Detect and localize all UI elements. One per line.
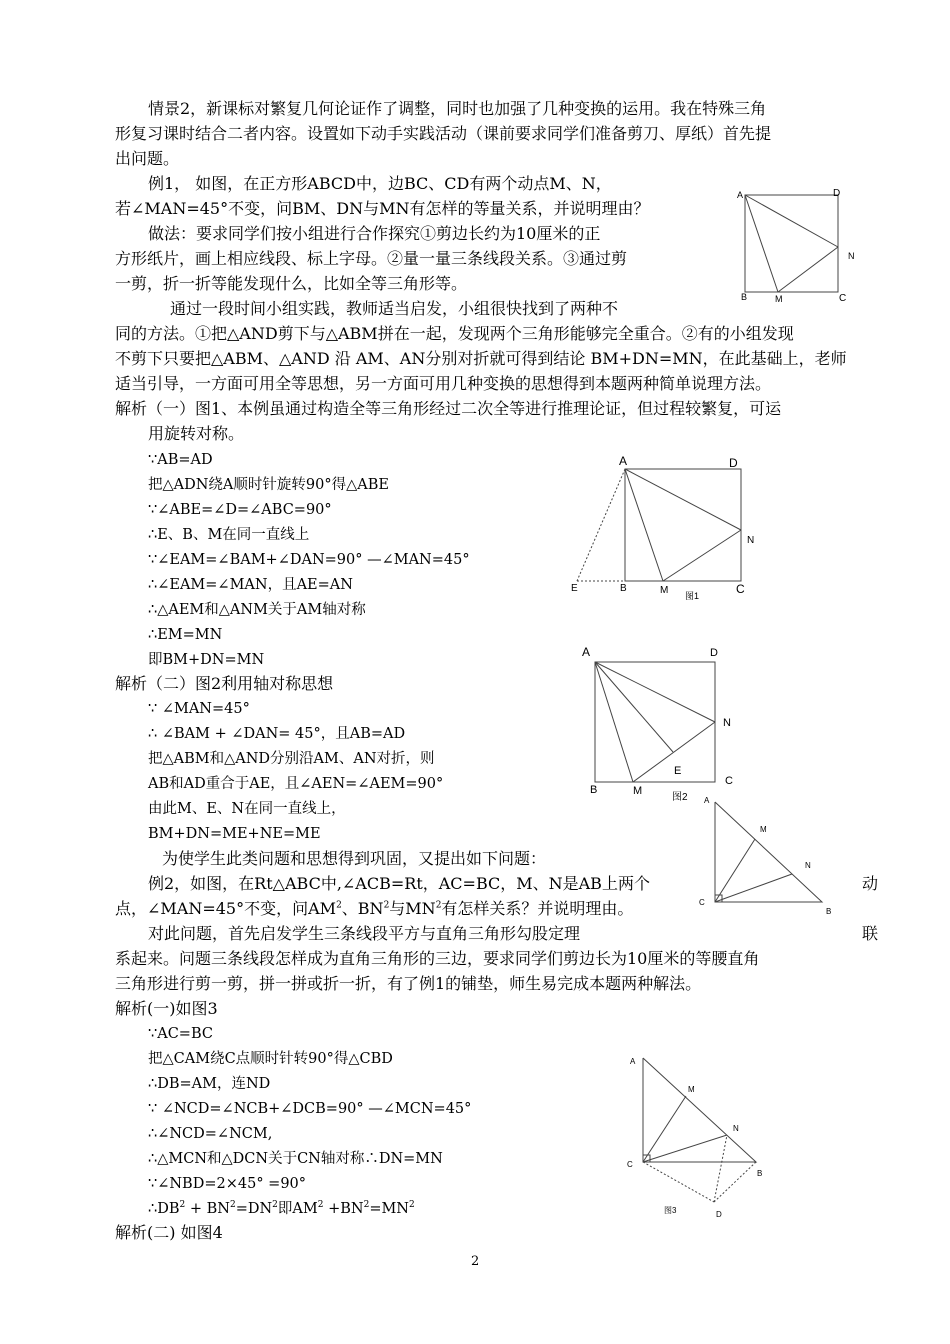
vertex-label: M: [688, 1085, 695, 1094]
practice-line-2: 同的方法。①把△AND剪下与△ABM拼在一起，发现两个三角形能够完全重合。②有的小组发现: [115, 324, 794, 343]
segment-cn: [643, 1135, 727, 1162]
vertex-label: D: [716, 1210, 722, 1219]
vertex-label: N: [805, 861, 811, 870]
analysis4-heading: 解析(二) 如图4: [115, 1223, 223, 1242]
triangle-abc: [643, 1058, 756, 1162]
vertex-label: C: [736, 582, 745, 596]
vertex-label: E: [571, 583, 578, 594]
segment-am: [595, 662, 633, 782]
proof1-step: 把△ADN绕A顺时针旋转90°得△ABE: [148, 477, 389, 493]
vertex-label: D: [710, 647, 718, 659]
segment-cm: [715, 839, 755, 902]
vertex-label: C: [627, 1160, 633, 1169]
vertex-label: C: [839, 293, 847, 304]
segment-am: [745, 195, 778, 292]
figure-caption: 图1: [685, 591, 700, 601]
proof3-step: 把△CAM绕C点顺时针转90°得△CBD: [148, 1051, 393, 1067]
vertex-label: N: [723, 717, 731, 729]
vertex-label: E: [674, 765, 682, 777]
proof1-step: ∴EM=MN: [148, 627, 223, 643]
vertex-label: B: [620, 583, 627, 594]
square-outline: [625, 469, 741, 581]
vertex-label: C: [699, 898, 705, 907]
intro-line-3: 出问题。: [115, 149, 180, 168]
example1-line-1: 例1， 如图，在正方形ABCD中，边BC、CD有两个动点M、N，: [148, 174, 612, 193]
vertex-label: D: [729, 456, 738, 470]
example2-discussion-line-2: 系起来。问题三条线段怎样成为直角三角形的三边，要求同学们剪边长为10厘米的等腰直角: [115, 949, 760, 968]
followup-line: 为使学生此类问题和思想得到巩固，又提出如下问题：: [162, 849, 547, 868]
figure-square-example1: [735, 185, 855, 305]
proof3-step: $\therefore DB^2 + BN^2=DN^2$即$AM^2 +BN^2=MN^2$: [148, 1200, 415, 1217]
example2-discussion-line-3: 三角形进行剪一剪，拼一拼或折一折，有了例1的铺垫，师生易完成本题两种解法。: [115, 974, 702, 993]
segment-cd: [643, 1162, 714, 1202]
vertex-label: B: [741, 292, 748, 302]
proof3-step: ∵AC=BC: [148, 1026, 213, 1042]
practice-line-3: 不剪下只要把△ABM、△AND 沿 AM、AN分别对折就可得到结论 BM+DN=MN，在此基础上，老师: [115, 349, 847, 368]
example2-question-line-1-end: 动: [862, 874, 879, 893]
segment-ae: [595, 662, 673, 752]
vertex-label: M: [760, 825, 767, 834]
vertex-label: N: [848, 251, 855, 261]
proof1-step: ∴∠EAM=∠MAN，且AE=AN: [148, 577, 353, 593]
proof1-step: ∴E、B、M在同一直线上: [148, 527, 310, 543]
figure-3: [620, 1050, 770, 1225]
vertex-label: B: [757, 1169, 763, 1178]
intro-line-2: 形复习课时结合二者内容。设置如下动手实践活动（课前要求同学们准备剪刀、厚纸）首先提: [115, 124, 772, 143]
vertex-label: M: [660, 585, 669, 596]
vertex-label: A: [704, 796, 710, 805]
figure-caption: 图2: [672, 792, 688, 803]
vertex-label: M: [633, 785, 643, 797]
vertex-label: D: [833, 188, 841, 199]
segment-db: [714, 1162, 756, 1202]
segment-an: [595, 662, 715, 722]
analysis3-heading: 解析(一)如图3: [115, 999, 218, 1018]
figure-right-triangle-example2: [695, 790, 845, 920]
vertex-label: A: [582, 645, 591, 659]
example2-question-line-1: 例2，如图，在Rt△ABC中,∠ACB=Rt，AC=BC，M、N是AB上两个: [148, 874, 650, 893]
segment-ae: [577, 469, 625, 581]
vertex-label: B: [826, 907, 832, 916]
proof1-step: ∴△AEM和△ANM关于AM轴对称: [148, 602, 366, 618]
example2-question-line-2: 点，∠MAN=45°不变，问$AM^2$、$BN^2$与$MN^2$有怎样关系？并说明理由。: [115, 899, 634, 918]
proof3-step: ∵ ∠NCD=∠NCB+∠DCB=90° —∠MCN=45°: [148, 1101, 472, 1117]
analysis1-line-2: 用旋转对称。: [148, 424, 245, 443]
proof3-step: ∴DB=AM，连ND: [148, 1076, 271, 1092]
triangle-abc: [715, 802, 822, 902]
proof2-step: ∴ ∠BAM + ∠DAN= 45°，且AB=AD: [148, 726, 406, 742]
vertex-label: N: [733, 1124, 739, 1133]
proof1-step: 即BM+DN=MN: [148, 652, 265, 668]
segment-mn: [778, 247, 838, 292]
segment-mn: [663, 530, 741, 581]
square-outline: [595, 662, 715, 782]
vertex-label: A: [630, 1057, 636, 1066]
proof1-step: ∵AB=AD: [148, 452, 213, 468]
practice-line-1: 通过一段时间小组实践，教师适当启发，小组很快找到了两种不: [170, 299, 619, 318]
proof2-step: BM+DN=ME+NE=ME: [148, 826, 321, 842]
proof2-step: 把△ABM和△AND分别沿AM、AN对折，则: [148, 751, 435, 767]
method-line-3: 一剪，折一折等能发现什么，比如全等三角形等。: [115, 274, 468, 293]
proof3-step: ∵∠NBD=2×45° =90°: [148, 1176, 307, 1192]
figure-1: [565, 450, 775, 610]
vertex-label: M: [775, 294, 783, 304]
figure-2: [575, 640, 745, 805]
example2-discussion-line-1: 对此问题，首先启发学生三条线段平方与直角三角形勾股定理: [148, 924, 581, 943]
segment-cm: [643, 1096, 686, 1162]
proof2-step: ∵ ∠MAN=45°: [148, 701, 250, 717]
proof2-step: AB和AD重合于AE，且∠AEN=∠AEM=90°: [148, 776, 444, 792]
page-number: 2: [471, 1254, 480, 1269]
proof3-step: ∴∠NCD=∠NCM,: [148, 1126, 273, 1142]
method-line-1: 做法：要求同学们按小组进行合作探究①剪边长约为10厘米的正: [148, 224, 601, 243]
vertex-label: C: [725, 775, 733, 787]
proof1-step: ∵∠ABE=∠D=∠ABC=90°: [148, 502, 332, 518]
intro-line-1: 情景2，新课标对繁复几何论证作了调整，同时也加强了几种变换的运用。我在特殊三角: [148, 99, 767, 118]
example1-line-2: 若∠MAN=45°不变，问BM、DN与MN有怎样的等量关系，并说明理由？: [115, 199, 650, 218]
vertex-label: B: [590, 784, 598, 796]
vertex-label: A: [619, 454, 628, 468]
practice-line-4: 适当引导，一方面可用全等思想，另一方面可用几种变换的思想得到本题两种简单说理方法。: [115, 374, 772, 393]
segment-dn: [714, 1135, 727, 1202]
segment-cn: [715, 874, 792, 902]
analysis1-line-1: 解析（一）图1、本例虽通过构造全等三角形经过二次全等进行推理论证，但过程较繁复，可运: [115, 399, 782, 418]
segment-an: [745, 195, 838, 247]
vertex-label: A: [737, 190, 744, 200]
vertex-label: N: [747, 535, 755, 546]
figure-caption: 图3: [664, 1206, 677, 1215]
method-line-2: 方形纸片，画上相应线段、标上字母。②量一量三条线段关系。③通过剪: [115, 249, 628, 268]
proof2-step: 由此M、E、N在同一直线上，: [148, 801, 346, 817]
proof3-step: ∴△MCN和△DCN关于CN轴对称∴DN=MN: [148, 1151, 443, 1167]
example2-discussion-line-1-end: 联: [862, 924, 879, 943]
square-outline: [745, 195, 838, 292]
analysis2-heading: 解析（二）图2利用轴对称思想: [115, 674, 334, 693]
proof1-step: ∵∠EAM=∠BAM+∠DAN=90° —∠MAN=45°: [148, 552, 470, 568]
